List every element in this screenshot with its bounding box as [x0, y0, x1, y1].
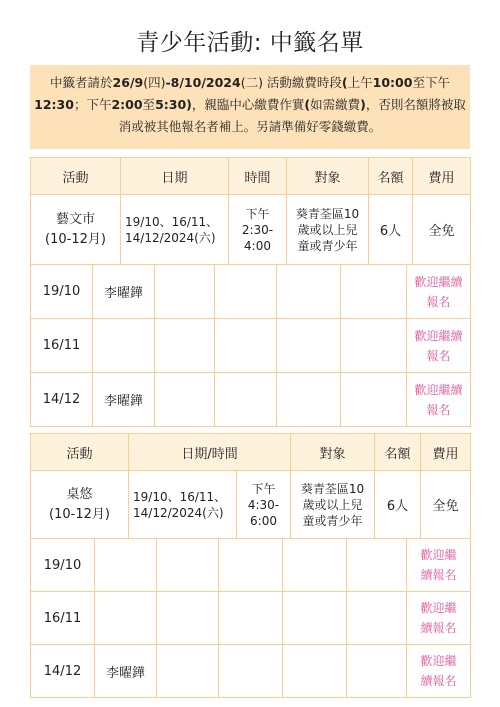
activity-name: 藝文市 (10-12月) — [31, 195, 121, 265]
welcome-note: 歡迎繼 續報名 — [407, 592, 471, 645]
session-date: 14/12 — [31, 373, 93, 427]
session-date: 14/12 — [31, 645, 95, 698]
page-title: 青少年活動: 中籤名單 — [136, 30, 364, 56]
table-row — [31, 645, 471, 698]
table-row — [31, 373, 471, 427]
table2-participants — [30, 538, 471, 698]
session-date: 16/11 — [31, 319, 93, 373]
header-fee: 費用 — [421, 434, 471, 471]
header-activity: 活動 — [31, 158, 121, 195]
payment-notice: 中籤者請於26/9(四)-8/10/2024(二) 活動繳費時段(上午10:00至下午12:30；下午2:00至5:30)，親臨中心繳費作實(如需繳費)，否則名額將被取消或被其他報名者補上。另請準備好零錢繳費。 — [30, 65, 470, 149]
welcome-note: 歡迎繼續 報名 — [407, 319, 471, 373]
header-time: 時間 — [229, 158, 287, 195]
welcome-note: 歡迎繼 續報名 — [407, 539, 471, 592]
welcome-note: 歡迎繼續 報名 — [407, 373, 471, 427]
table1-info — [30, 157, 471, 265]
activity-time: 下午 2:30- 4:00 — [229, 195, 287, 265]
participant-name — [95, 592, 157, 645]
activity-dates: 19/10、16/11、 14/12/2024(六) — [129, 471, 237, 539]
activity-time: 下午 4:30- 6:00 — [237, 471, 291, 539]
activity-fee: 全免 — [421, 471, 471, 539]
header-fee: 費用 — [413, 158, 471, 195]
activity-name: 桌悠 (10-12月) — [31, 471, 129, 539]
welcome-note: 歡迎繼 續報名 — [407, 645, 471, 698]
activity-fee: 全免 — [413, 195, 471, 265]
session-date: 16/11 — [31, 592, 95, 645]
participant-name — [93, 319, 155, 373]
header-date-time: 日期/時間 — [129, 434, 291, 471]
participant-name: 李曜鏵 — [93, 373, 155, 427]
table-row — [31, 539, 471, 592]
header-quota: 名額 — [375, 434, 421, 471]
session-date: 19/10 — [31, 539, 95, 592]
header-date: 日期 — [121, 158, 229, 195]
activity-dates: 19/10、16/11、 14/12/2024(六) — [121, 195, 229, 265]
activity-target: 葵青荃區10 歲或以上兒 童或青少年 — [291, 471, 375, 539]
header-target: 對象 — [287, 158, 369, 195]
session-date: 19/10 — [31, 265, 93, 319]
header-activity: 活動 — [31, 434, 129, 471]
participant-name: 李曜鏵 — [93, 265, 155, 319]
table-row — [31, 592, 471, 645]
activity-quota: 6人 — [375, 471, 421, 539]
participant-name: 李曜鏵 — [95, 645, 157, 698]
participant-name — [95, 539, 157, 592]
table-row — [31, 319, 471, 373]
welcome-note: 歡迎繼續 報名 — [407, 265, 471, 319]
table2-info — [30, 433, 471, 539]
activity-quota: 6人 — [369, 195, 413, 265]
table1-participants — [30, 264, 471, 427]
header-quota: 名額 — [369, 158, 413, 195]
header-target: 對象 — [291, 434, 375, 471]
activity-target: 葵青荃區10 歲或以上兒 童或青少年 — [287, 195, 369, 265]
table-row — [31, 265, 471, 319]
